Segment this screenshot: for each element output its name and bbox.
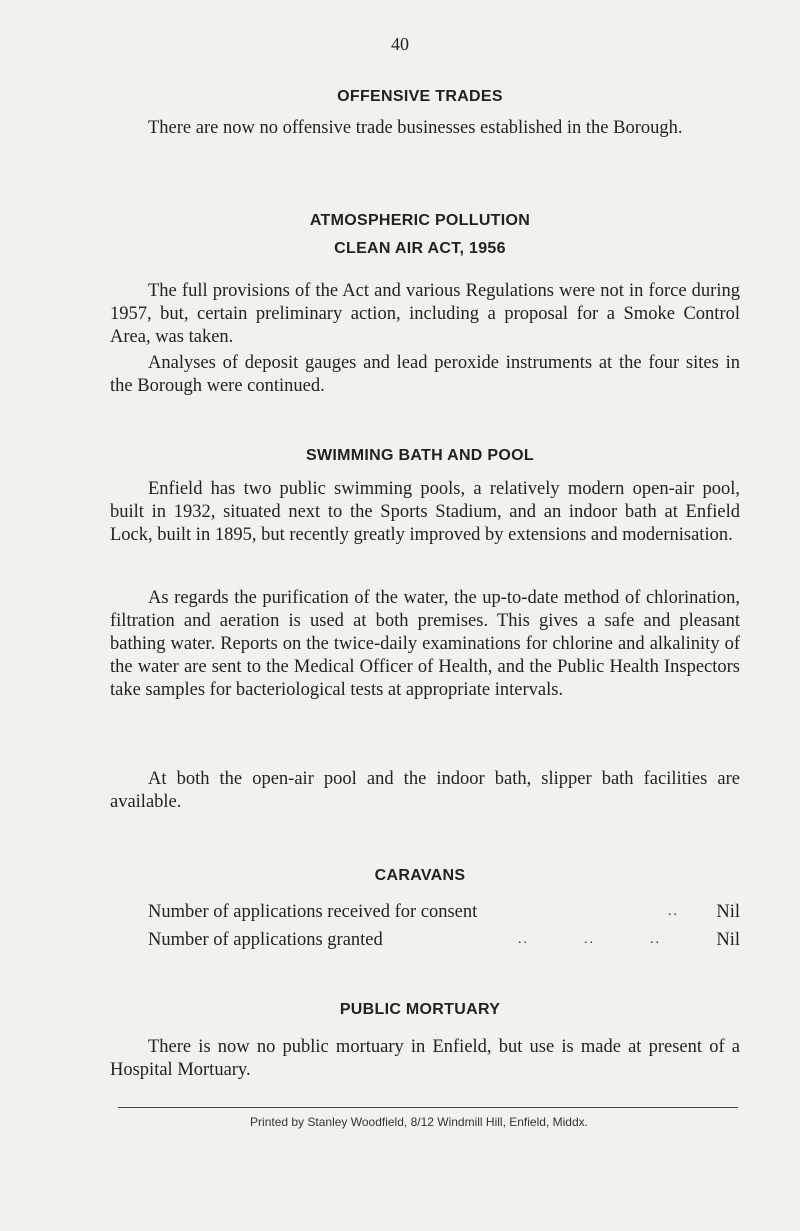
caravans-row-label: Number of applications received for consent: [148, 902, 478, 922]
atmospheric-pollution-paragraph-1: The full provisions of the Act and various Regulations were not in force during 1957, but, certain preliminary action, including a proposal for a Smoke Control Area, was taken.: [110, 281, 740, 347]
atmospheric-pollution-paragraph-2: Analyses of deposit gauges and lead peroxide instruments at the four sites in the Borough were continued.: [110, 353, 740, 396]
caravans-row-leaders: .. .. ..: [518, 932, 661, 947]
mortuary-paragraph: There is now no public mortuary in Enfield, but use is made at present of a Hospital Mortuary.: [110, 1037, 740, 1080]
swimming-paragraph-3: At both the open-air pool and the indoor bath, slipper bath facilities are available.: [110, 769, 740, 812]
swimming-paragraph-2: As regards the purification of the water, the up-to-date method of chlorination, filtration and aeration is used at both premises. This gives a safe and pleasant bathing water. Reports on the twice-daily examinations for chlorine and alkalinity of the water are sent to the Medical Officer of Health, and the Public Health Inspectors take samples for bacteriological tests at appropriate intervals.: [110, 588, 740, 700]
mortuary-heading: PUBLIC MORTUARY: [339, 1001, 501, 1018]
page-number: 40: [391, 34, 409, 54]
swimming-heading: SWIMMING BATH AND POOL: [306, 447, 534, 464]
caravans-row-value: Nil: [716, 930, 740, 950]
caravans-row-value: Nil: [716, 902, 740, 922]
swimming-paragraph-1: Enfield has two public swimming pools, a relatively modern open-air pool, built in 1932, situated next to the Sports Stadium, and an indoor bath at Enfield Lock, built in 1895, but recently greatly improved by extensions and modernisation.: [110, 479, 740, 545]
atmospheric-pollution-heading: ATMOSPHERIC POLLUTION: [309, 212, 531, 229]
caravans-row-label: Number of applications granted: [148, 930, 383, 950]
footer-rule: [118, 1107, 738, 1108]
offensive-trades-paragraph: There are now no offensive trade businesses established in the Borough.: [148, 118, 683, 138]
caravans-heading: CARAVANS: [374, 867, 466, 884]
caravans-row-leaders: ..: [668, 904, 679, 919]
printer-imprint: Printed by Stanley Woodfield, 8/12 Windmill Hill, Enfield, Middx.: [250, 1115, 588, 1129]
clean-air-act-subheading: CLEAN AIR ACT, 1956: [334, 240, 506, 257]
offensive-trades-heading: OFFENSIVE TRADES: [337, 88, 503, 105]
